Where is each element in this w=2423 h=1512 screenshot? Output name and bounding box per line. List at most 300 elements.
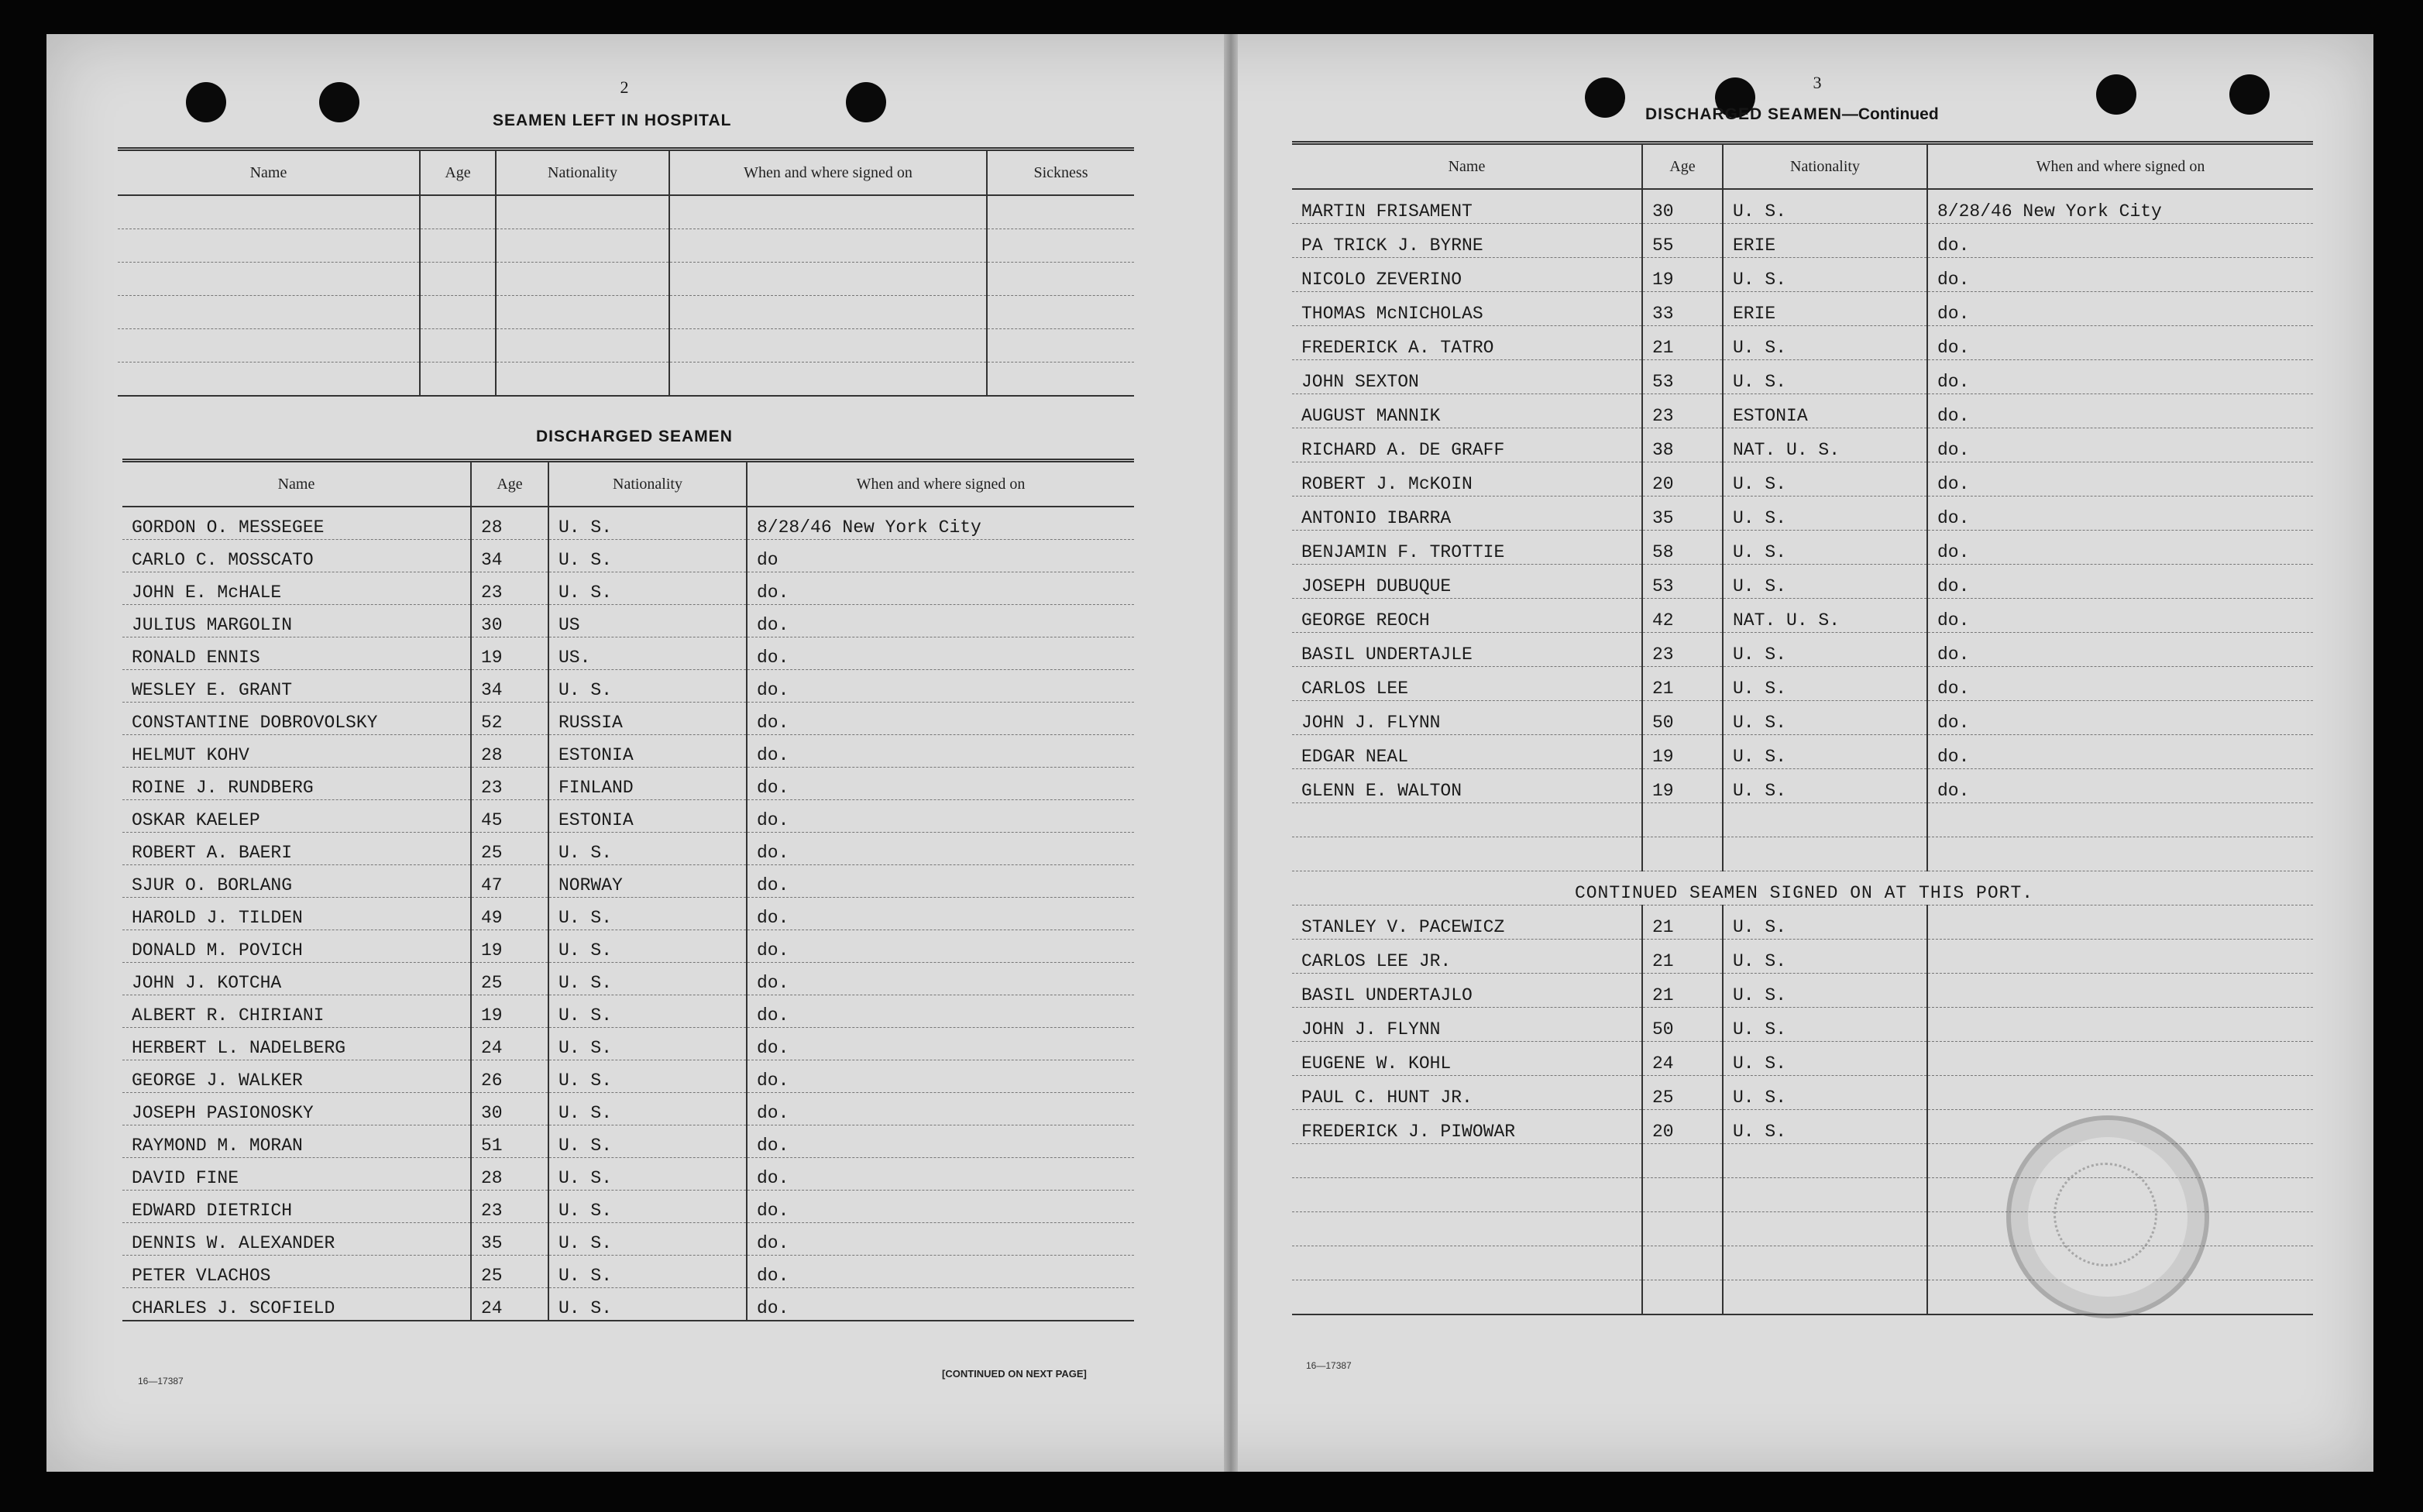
signed-on-cell: do. bbox=[747, 703, 1134, 735]
right-column-header: Name bbox=[1292, 143, 1642, 190]
sickness-cell bbox=[987, 229, 1134, 263]
punch-hole bbox=[186, 82, 226, 122]
continued-signed-on-note-row bbox=[1292, 871, 2313, 905]
signed-on-cell: do. bbox=[1927, 531, 2313, 565]
blank-cell bbox=[1642, 1178, 1723, 1212]
seaman-name-cell: THOMAS McNICHOLAS bbox=[1292, 292, 1642, 326]
discharged-column-header: When and where signed on bbox=[747, 461, 1134, 507]
nationality-cell: U. S. bbox=[1723, 497, 1927, 531]
seaman-name-cell: NICOLO ZEVERINO bbox=[1292, 258, 1642, 292]
signed-on-cell: do. bbox=[747, 995, 1134, 1028]
signed-on-cell: do. bbox=[1927, 599, 2313, 633]
table-row bbox=[122, 1125, 1134, 1158]
signed-on-cell bbox=[1927, 1076, 2313, 1110]
nationality-cell: U. S. bbox=[548, 963, 747, 995]
blank-cell bbox=[1723, 1178, 1927, 1212]
nationality-cell: U. S. bbox=[548, 995, 747, 1028]
seaman-name-cell: HELMUT KOHV bbox=[122, 735, 471, 768]
age-cell: 35 bbox=[1642, 497, 1723, 531]
signed-on-cell: do bbox=[747, 540, 1134, 572]
seaman-name-cell: DAVID FINE bbox=[122, 1158, 471, 1191]
table-row bbox=[122, 833, 1134, 865]
table-row bbox=[1292, 189, 2313, 224]
signed-on-cell bbox=[669, 363, 987, 397]
age-cell: 23 bbox=[1642, 394, 1723, 428]
table-row bbox=[122, 768, 1134, 800]
nationality-cell: U. S. bbox=[1723, 326, 1927, 360]
age-cell bbox=[420, 195, 496, 229]
nationality-cell: U. S. bbox=[1723, 189, 1927, 224]
nationality-cell bbox=[496, 263, 669, 296]
table-row bbox=[1292, 735, 2313, 769]
nationality-cell: US bbox=[548, 605, 747, 637]
table-row bbox=[118, 263, 1134, 296]
table-row bbox=[122, 572, 1134, 605]
nationality-cell: U. S. bbox=[1723, 974, 1927, 1008]
punch-hole bbox=[846, 82, 886, 122]
table-row bbox=[122, 605, 1134, 637]
blank-row bbox=[1292, 837, 2313, 871]
nationality-cell: U. S. bbox=[548, 1288, 747, 1321]
seaman-name-cell: EUGENE W. KOHL bbox=[1292, 1042, 1642, 1076]
table-row bbox=[1292, 599, 2313, 633]
discharged-continued-title bbox=[1645, 105, 1939, 124]
age-cell: 53 bbox=[1642, 360, 1723, 394]
signed-on-cell: do. bbox=[747, 572, 1134, 605]
table-row bbox=[1292, 974, 2313, 1008]
nationality-cell bbox=[496, 229, 669, 263]
sickness-cell bbox=[987, 363, 1134, 397]
table-row bbox=[122, 930, 1134, 963]
nationality-cell bbox=[496, 363, 669, 397]
signed-on-cell: do. bbox=[1927, 769, 2313, 803]
seaman-name-cell: CONSTANTINE DOBROVOLSKY bbox=[122, 703, 471, 735]
seaman-name-cell bbox=[118, 229, 420, 263]
nationality-cell bbox=[496, 195, 669, 229]
nationality-cell: U. S. bbox=[1723, 769, 1927, 803]
seaman-name-cell: GEORGE REOCH bbox=[1292, 599, 1642, 633]
table-row bbox=[1292, 258, 2313, 292]
table-row bbox=[1292, 394, 2313, 428]
signed-on-cell: do. bbox=[1927, 462, 2313, 497]
nationality-cell: U. S. bbox=[1723, 1008, 1927, 1042]
table-row bbox=[1292, 224, 2313, 258]
seaman-name-cell: FREDERICK A. TATRO bbox=[1292, 326, 1642, 360]
nationality-cell: U. S. bbox=[1723, 462, 1927, 497]
hospital-column-header: Age bbox=[420, 149, 496, 196]
signed-on-cell bbox=[1927, 1042, 2313, 1076]
blank-cell bbox=[1292, 1212, 1642, 1246]
age-cell: 21 bbox=[1642, 974, 1723, 1008]
table-row bbox=[1292, 667, 2313, 701]
signed-on-cell: 8/28/46 New York City bbox=[747, 507, 1134, 540]
blank-cell bbox=[1723, 837, 1927, 871]
form-number-left: 16—17387 bbox=[138, 1376, 184, 1387]
age-cell: 50 bbox=[1642, 701, 1723, 735]
age-cell: 19 bbox=[471, 930, 548, 963]
blank-cell bbox=[1927, 837, 2313, 871]
age-cell: 35 bbox=[471, 1223, 548, 1256]
age-cell: 28 bbox=[471, 1158, 548, 1191]
page-fold bbox=[1224, 34, 1238, 1472]
age-cell bbox=[420, 329, 496, 363]
nationality-cell: NAT. U. S. bbox=[1723, 599, 1927, 633]
punch-hole bbox=[319, 82, 359, 122]
nationality-cell: U. S. bbox=[548, 1158, 747, 1191]
seaman-name-cell: GLENN E. WALTON bbox=[1292, 769, 1642, 803]
age-cell: 19 bbox=[471, 637, 548, 670]
seaman-name-cell: WESLEY E. GRANT bbox=[122, 670, 471, 703]
seaman-name-cell: JOSEPH PASIONOSKY bbox=[122, 1093, 471, 1125]
age-cell bbox=[420, 363, 496, 397]
seaman-name-cell: PA TRICK J. BYRNE bbox=[1292, 224, 1642, 258]
age-cell: 52 bbox=[471, 703, 548, 735]
nationality-cell: U. S. bbox=[1723, 1110, 1927, 1144]
right-column-header: When and where signed on bbox=[1927, 143, 2313, 190]
signed-on-cell: do. bbox=[1927, 565, 2313, 599]
blank-cell bbox=[1642, 837, 1723, 871]
blank-cell bbox=[1292, 803, 1642, 837]
table-row bbox=[122, 1191, 1134, 1223]
hospital-table bbox=[118, 147, 1134, 397]
table-row bbox=[1292, 497, 2313, 531]
seaman-name-cell: JOSEPH DUBUQUE bbox=[1292, 565, 1642, 599]
signed-on-cell bbox=[669, 329, 987, 363]
nationality-cell: U. S. bbox=[1723, 905, 1927, 940]
seaman-name-cell: EDGAR NEAL bbox=[1292, 735, 1642, 769]
nationality-cell: U. S. bbox=[548, 1125, 747, 1158]
nationality-cell: U. S. bbox=[1723, 667, 1927, 701]
seaman-name-cell: JOHN J. FLYNN bbox=[1292, 701, 1642, 735]
seaman-name-cell: ROINE J. RUNDBERG bbox=[122, 768, 471, 800]
table-row bbox=[122, 800, 1134, 833]
seaman-name-cell: RONALD ENNIS bbox=[122, 637, 471, 670]
seaman-name-cell: JULIUS MARGOLIN bbox=[122, 605, 471, 637]
age-cell: 30 bbox=[471, 1093, 548, 1125]
table-row bbox=[122, 1288, 1134, 1321]
blank-cell bbox=[1292, 1178, 1642, 1212]
age-cell: 33 bbox=[1642, 292, 1723, 326]
signed-on-cell: do. bbox=[747, 1060, 1134, 1093]
seaman-name-cell: EDWARD DIETRICH bbox=[122, 1191, 471, 1223]
table-row bbox=[1292, 1008, 2313, 1042]
signed-on-cell: do. bbox=[747, 1191, 1134, 1223]
nationality-cell: ESTONIA bbox=[548, 800, 747, 833]
age-cell: 25 bbox=[471, 1256, 548, 1288]
page-number-left: 2 bbox=[620, 77, 629, 97]
age-cell: 50 bbox=[1642, 1008, 1723, 1042]
signed-on-cell bbox=[669, 195, 987, 229]
table-row bbox=[122, 1223, 1134, 1256]
nationality-cell: U. S. bbox=[1723, 940, 1927, 974]
continued-signed-on-note: CONTINUED SEAMEN SIGNED ON AT THIS PORT. bbox=[1292, 871, 2313, 905]
form-number-right: 16—17387 bbox=[1306, 1360, 1352, 1371]
nationality-cell bbox=[496, 296, 669, 329]
signed-on-cell: do. bbox=[1927, 667, 2313, 701]
table-row bbox=[1292, 1076, 2313, 1110]
table-row bbox=[1292, 565, 2313, 599]
discharged-continued-title-text: DISCHARGED SEAMEN bbox=[1645, 105, 1842, 123]
nationality-cell: U. S. bbox=[1723, 633, 1927, 667]
punch-hole bbox=[1585, 77, 1625, 118]
table-row bbox=[1292, 326, 2313, 360]
signed-on-cell: do. bbox=[747, 1288, 1134, 1321]
seaman-name-cell: CHARLES J. SCOFIELD bbox=[122, 1288, 471, 1321]
right-column-header: Nationality bbox=[1723, 143, 1927, 190]
nationality-cell: U. S. bbox=[548, 1028, 747, 1060]
blank-cell bbox=[1642, 1246, 1723, 1280]
table-row bbox=[1292, 531, 2313, 565]
seaman-name-cell: ANTONIO IBARRA bbox=[1292, 497, 1642, 531]
hospital-column-header: Sickness bbox=[987, 149, 1134, 196]
seaman-name-cell: JOHN J. FLYNN bbox=[1292, 1008, 1642, 1042]
signed-on-cell bbox=[669, 263, 987, 296]
table-row bbox=[122, 1093, 1134, 1125]
circular-stamp-seal bbox=[2006, 1115, 2209, 1318]
seaman-name-cell: DENNIS W. ALEXANDER bbox=[122, 1223, 471, 1256]
age-cell: 20 bbox=[1642, 1110, 1723, 1144]
hospital-section-title: SEAMEN LEFT IN HOSPITAL bbox=[493, 112, 732, 129]
table-row bbox=[122, 735, 1134, 768]
signed-on-cell: do. bbox=[747, 865, 1134, 898]
nationality-cell: U. S. bbox=[1723, 1042, 1927, 1076]
table-row bbox=[122, 637, 1134, 670]
signed-on-cell: do. bbox=[1927, 633, 2313, 667]
signed-on-cell: do. bbox=[747, 833, 1134, 865]
seaman-name-cell: ALBERT R. CHIRIANI bbox=[122, 995, 471, 1028]
nationality-cell: U. S. bbox=[548, 1060, 747, 1093]
age-cell: 23 bbox=[471, 768, 548, 800]
table-row bbox=[122, 1060, 1134, 1093]
nationality-cell: U. S. bbox=[548, 1093, 747, 1125]
table-row bbox=[122, 670, 1134, 703]
age-cell: 21 bbox=[1642, 940, 1723, 974]
signed-on-cell bbox=[1927, 940, 2313, 974]
blank-cell bbox=[1723, 803, 1927, 837]
discharged-column-header: Name bbox=[122, 461, 471, 507]
age-cell bbox=[420, 263, 496, 296]
blank-cell bbox=[1927, 803, 2313, 837]
blank-cell bbox=[1723, 1212, 1927, 1246]
nationality-cell: ESTONIA bbox=[548, 735, 747, 768]
age-cell: 23 bbox=[471, 572, 548, 605]
table-row bbox=[122, 865, 1134, 898]
nationality-cell: U. S. bbox=[548, 572, 747, 605]
signed-on-cell: do. bbox=[747, 1125, 1134, 1158]
nationality-cell: U. S. bbox=[548, 670, 747, 703]
seaman-name-cell: RICHARD A. DE GRAFF bbox=[1292, 428, 1642, 462]
nationality-cell: ERIE bbox=[1723, 292, 1927, 326]
discharged-section-title: DISCHARGED SEAMEN bbox=[536, 428, 733, 445]
age-cell: 28 bbox=[471, 735, 548, 768]
signed-on-cell: do. bbox=[747, 637, 1134, 670]
table-row bbox=[1292, 701, 2313, 735]
seaman-name-cell: RAYMOND M. MORAN bbox=[122, 1125, 471, 1158]
age-cell: 21 bbox=[1642, 667, 1723, 701]
table-row bbox=[122, 1028, 1134, 1060]
hospital-column-header: Name bbox=[118, 149, 420, 196]
nationality-cell: U. S. bbox=[1723, 360, 1927, 394]
table-row bbox=[1292, 462, 2313, 497]
age-cell: 23 bbox=[471, 1191, 548, 1223]
sickness-cell bbox=[987, 296, 1134, 329]
seaman-name-cell: DONALD M. POVICH bbox=[122, 930, 471, 963]
blank-cell bbox=[1723, 1246, 1927, 1280]
page-number-right: 3 bbox=[1813, 73, 1822, 92]
discharged-column-header: Age bbox=[471, 461, 548, 507]
seaman-name-cell: GEORGE J. WALKER bbox=[122, 1060, 471, 1093]
seaman-name-cell: CARLOS LEE JR. bbox=[1292, 940, 1642, 974]
blank-cell bbox=[1292, 837, 1642, 871]
seaman-name-cell: STANLEY V. PACEWICZ bbox=[1292, 905, 1642, 940]
age-cell: 26 bbox=[471, 1060, 548, 1093]
table-row bbox=[118, 296, 1134, 329]
seaman-name-cell: CARLOS LEE bbox=[1292, 667, 1642, 701]
seaman-name-cell bbox=[118, 363, 420, 397]
age-cell: 24 bbox=[1642, 1042, 1723, 1076]
age-cell: 34 bbox=[471, 540, 548, 572]
table-row bbox=[1292, 1042, 2313, 1076]
age-cell bbox=[420, 296, 496, 329]
signed-on-cell: do. bbox=[747, 1028, 1134, 1060]
age-cell: 30 bbox=[1642, 189, 1723, 224]
signed-on-cell: do. bbox=[747, 1158, 1134, 1191]
nationality-cell: U. S. bbox=[548, 507, 747, 540]
nationality-cell: U. S. bbox=[548, 930, 747, 963]
signed-on-cell: 8/28/46 New York City bbox=[1927, 189, 2313, 224]
signed-on-cell: do. bbox=[1927, 292, 2313, 326]
sickness-cell bbox=[987, 329, 1134, 363]
signed-on-cell bbox=[669, 296, 987, 329]
age-cell: 19 bbox=[1642, 769, 1723, 803]
signed-on-cell: do. bbox=[1927, 258, 2313, 292]
table-row bbox=[1292, 428, 2313, 462]
seaman-name-cell: HERBERT L. NADELBERG bbox=[122, 1028, 471, 1060]
table-row bbox=[1292, 633, 2313, 667]
table-row bbox=[122, 995, 1134, 1028]
sickness-cell bbox=[987, 195, 1134, 229]
seaman-name-cell: OSKAR KAELEP bbox=[122, 800, 471, 833]
nationality-cell: US. bbox=[548, 637, 747, 670]
signed-on-cell: do. bbox=[747, 1093, 1134, 1125]
age-cell: 45 bbox=[471, 800, 548, 833]
age-cell bbox=[420, 229, 496, 263]
nationality-cell: U. S. bbox=[1723, 531, 1927, 565]
seaman-name-cell: JOHN SEXTON bbox=[1292, 360, 1642, 394]
age-cell: 21 bbox=[1642, 905, 1723, 940]
nationality-cell: U. S. bbox=[1723, 701, 1927, 735]
nationality-cell: U. S. bbox=[548, 1223, 747, 1256]
table-row bbox=[122, 898, 1134, 930]
signed-on-cell: do. bbox=[747, 768, 1134, 800]
blank-cell bbox=[1292, 1144, 1642, 1178]
nationality-cell: U. S. bbox=[548, 898, 747, 930]
seaman-name-cell: MARTIN FRISAMENT bbox=[1292, 189, 1642, 224]
age-cell: 20 bbox=[1642, 462, 1723, 497]
signed-on-cell bbox=[1927, 1008, 2313, 1042]
table-row bbox=[122, 1256, 1134, 1288]
nationality-cell: U. S. bbox=[1723, 258, 1927, 292]
table-row bbox=[1292, 292, 2313, 326]
age-cell: 49 bbox=[471, 898, 548, 930]
nationality-cell: FINLAND bbox=[548, 768, 747, 800]
age-cell: 24 bbox=[471, 1028, 548, 1060]
seaman-name-cell: BASIL UNDERTAJLO bbox=[1292, 974, 1642, 1008]
seaman-name-cell bbox=[118, 195, 420, 229]
age-cell: 42 bbox=[1642, 599, 1723, 633]
signed-on-cell: do. bbox=[747, 735, 1134, 768]
age-cell: 47 bbox=[471, 865, 548, 898]
signed-on-cell: do. bbox=[1927, 497, 2313, 531]
table-row bbox=[122, 1158, 1134, 1191]
punch-hole bbox=[2229, 74, 2270, 115]
age-cell: 58 bbox=[1642, 531, 1723, 565]
table-row bbox=[1292, 360, 2313, 394]
punch-hole bbox=[2096, 74, 2136, 115]
age-cell: 55 bbox=[1642, 224, 1723, 258]
age-cell: 53 bbox=[1642, 565, 1723, 599]
age-cell: 19 bbox=[1642, 258, 1723, 292]
age-cell: 38 bbox=[1642, 428, 1723, 462]
seaman-name-cell: FREDERICK J. PIWOWAR bbox=[1292, 1110, 1642, 1144]
table-row bbox=[122, 540, 1134, 572]
nationality-cell: RUSSIA bbox=[548, 703, 747, 735]
nationality-cell: ESTONIA bbox=[1723, 394, 1927, 428]
nationality-cell: ERIE bbox=[1723, 224, 1927, 258]
table-row bbox=[1292, 905, 2313, 940]
nationality-cell: U. S. bbox=[1723, 565, 1927, 599]
nationality-cell bbox=[496, 329, 669, 363]
signed-on-cell bbox=[669, 229, 987, 263]
signed-on-cell: do. bbox=[1927, 735, 2313, 769]
blank-cell bbox=[1292, 1246, 1642, 1280]
seaman-name-cell: ROBERT J. McKOIN bbox=[1292, 462, 1642, 497]
table-row bbox=[1292, 769, 2313, 803]
signed-on-cell: do. bbox=[747, 670, 1134, 703]
age-cell: 25 bbox=[471, 833, 548, 865]
blank-row bbox=[1292, 803, 2313, 837]
nationality-cell: U. S. bbox=[1723, 735, 1927, 769]
hospital-column-header: Nationality bbox=[496, 149, 669, 196]
age-cell: 23 bbox=[1642, 633, 1723, 667]
nationality-cell: U. S. bbox=[548, 833, 747, 865]
seaman-name-cell: SJUR O. BORLANG bbox=[122, 865, 471, 898]
blank-cell bbox=[1642, 803, 1723, 837]
table-row bbox=[118, 229, 1134, 263]
signed-on-cell: do. bbox=[1927, 428, 2313, 462]
signed-on-cell: do. bbox=[1927, 701, 2313, 735]
seaman-name-cell: GORDON O. MESSEGEE bbox=[122, 507, 471, 540]
nationality-cell: U. S. bbox=[548, 1256, 747, 1288]
table-row bbox=[122, 703, 1134, 735]
age-cell: 25 bbox=[1642, 1076, 1723, 1110]
continued-suffix: —Continued bbox=[1841, 105, 1939, 123]
table-row bbox=[122, 507, 1134, 540]
blank-cell bbox=[1642, 1212, 1723, 1246]
blank-cell bbox=[1642, 1280, 1723, 1315]
nationality-cell: NAT. U. S. bbox=[1723, 428, 1927, 462]
signed-on-cell: do. bbox=[1927, 326, 2313, 360]
blank-cell bbox=[1292, 1280, 1642, 1315]
discharged-column-header: Nationality bbox=[548, 461, 747, 507]
signed-on-cell: do. bbox=[747, 1223, 1134, 1256]
signed-on-cell: do. bbox=[1927, 394, 2313, 428]
age-cell: 51 bbox=[471, 1125, 548, 1158]
seaman-name-cell: CARLO C. MOSSCATO bbox=[122, 540, 471, 572]
table-row bbox=[122, 963, 1134, 995]
table-row bbox=[118, 363, 1134, 397]
table-row bbox=[118, 329, 1134, 363]
